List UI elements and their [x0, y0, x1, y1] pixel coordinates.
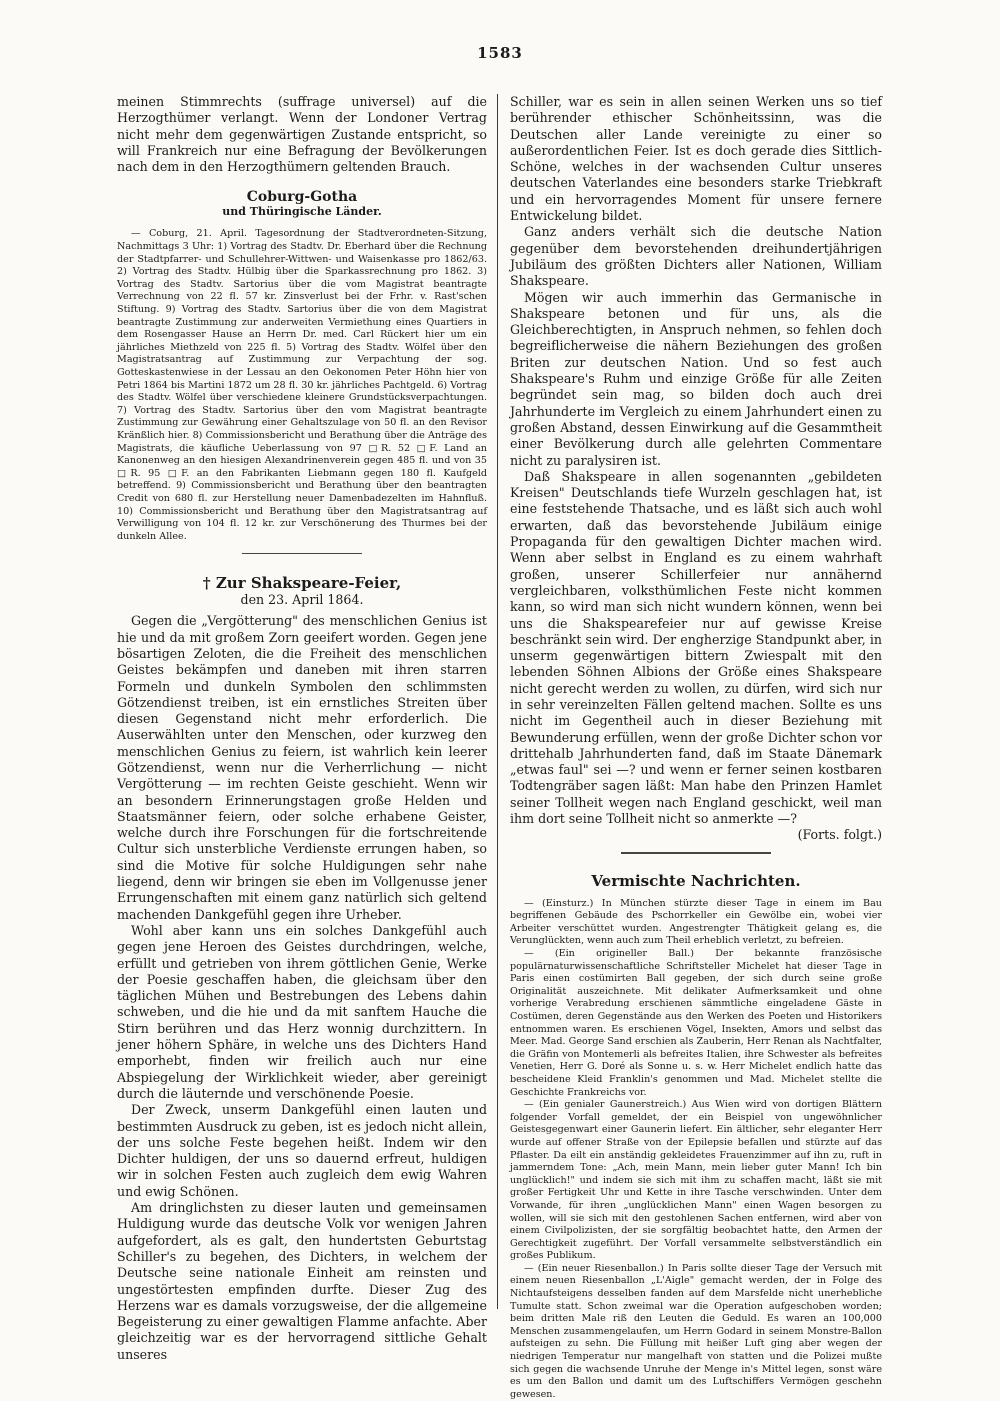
paragraph: Der Zweck, unserm Dankgefühl einen lauten und bestimmten Ausdruck zu geben, ist es jedoch nicht allein, der uns solche Feste begehen heißt. Indem wir den Dichter huldigen, der uns so dauernd erfreut, huldigen wir in solchen Festen auch zugleich dem ewig Wahren und ewig Schönen. — [117, 1102, 487, 1199]
paragraph: Schiller, war es sein in allen seinen Werken uns so tief berührender ethischer Schönheitssinn, was die Deutschen aller Lande vereinigte zu einer so außerordentlichen Feier. Ist es doch gerade dies Sittlich-Schöne, welches in der wachsenden Cultur unseres deutschen Vaterlandes eine besonders starke Triebkraft und ein hervorragendes Moment für unsere fernere Entwickelung bildet. — [510, 94, 882, 224]
paragraph: Ganz anders verhält sich die deutsche Nation gegenüber dem bevorstehenden dreihundertjährigen Jubiläum des größten Dichters aller Nationen, William Shakspeare. — [510, 224, 882, 289]
paragraph: Gegen die „Vergötterung" des menschlichen Genius ist hie und da mit großem Zorn geeifert worden. Gegen jene bösartigen Zeloten, die die Freiheit des menschlichen Geistes bekämpfen und daneben mit ihren starren Formeln und dunkeln Symbolen den schlimmsten Götzendienst treiben, ist ein ernstliches Streiten über diesen Gegenstand nicht mehr erforderlich. Die Auserwählten unter den Menschen, oder kurzweg den menschlichen Genius zu feiern, ist wahrlich kein leerer Götzendienst, wenn nur die Verherrlichung — nicht Vergötterung — im rechten Geiste geschieht. Wenn wir an besondern Erinnerungstagen große Helden und Staatsmänner feiern, oder solche erhabene Geister, welche durch ihre Forschungen für die fortschreitende Cultur sich unsterbliche Verdienste errungen haben, so sind die Motive für solche Huldigungen sehr nahe liegend, denn wir bringen sie eben im Vollgenusse jener Errungenschaften mit einem ganz natürlich sich geltend machenden Dankgefühl gegen ihre Urheber. — [117, 613, 487, 922]
paragraph: Daß Shakspeare in allen sogenannten „gebildeten Kreisen" Deutschlands tiefe Wurzeln geschlagen hat, ist eine feststehende Thatsache, und es läßt sich auch wohl erwarten, daß das bevorstehende Jubiläum einige Propaganda für den gewaltigen Dichter machen wird. Wenn aber selbst in England es zu einem wahrhaft großen, unserer Schillerfeier nur annähernd vergleichbaren, volksthümlichen Feste nicht kommen kann, so wird man sich nicht wundern können, wenn bei uns die Shakspearefeier nur auf gewisse Kreise beschränkt sein wird. Der engherzige Standpunkt aber, in unserm gegenwärtigen bittern Zwiespalt mit den lebenden Söhnen Albions der Größe eines Shakspeare nicht gerecht werden zu wollen, zu dürfen, wird sich nur in sehr vereinzelten Fällen geltend machen. Sollte es uns nicht im Gegentheil auch in dieser Beziehung mit Bewunderung erfüllen, wenn der große Dichter schon vor drittehalb Jahrhunderten fand, daß im Staate Dänemark „etwas faul" sei —? und wenn er ferner seinen kostbaren Todtengräber sagen läßt: Man habe den Prinzen Hamlet seiner Tollheit wegen nach England geschickt, weil man ihm dort seine Tollheit nicht so anmerkte —? — [510, 468, 882, 827]
separator — [242, 553, 362, 554]
coburg-agenda: — Coburg, 21. April. Tagesordnung der Stadtverordneten-Sitzung, Nachmittags 3 Uhr: 1) Vortrag des Stadtv. Dr. Eberhard über die Rechnung der Stadtpfarrer- und Schullehrer-Wittwen- und Waisenkasse pro 1862/63. 2) Vortrag des Stadtv. Hülbig über die Sparkassrechnung pro 1862. 3) Vortrag des Stadtv. Sartorius über die vom Magistrat beantragte Verrechnung von 22 fl. 57 kr. Zinsverlust bei der Frhr. v. Rast'schen Stiftung. 9) Vortrag des Stadtv. Sartorius über die von dem Magistrat beantragte Zustimmung zur anderweiten Vermiethung eines Quartiers in dem Rosengasser Hause an Herrn Dr. med. Carl Rückert hier um ein jährliches Miethzeld von 225 fl. 5) Vortrag des Stadtv. Wölfel über den Magistratsantrag auf Zustimmung zur Verpachtung der sog. Gotteskastenwiese in der Lessau an den Oekonomen Peter Höhn hier von Petri 1864 bis Martini 1872 um 28 fl. 30 kr. jährliches Pachtgeld. 6) Vortrag des Stadtv. Wölfel über verschiedene kleinere Grundstücksverpachtungen. 7) Vortrag des Stadtv. Sartorius über den vom Magistrat beantragte Zustimmung zur Gewährung einer Gehaltszulage von 50 fl. an den Revisor Kränßlich hier. 8) Commissionsbericht und Berathung über die Anträge des Magistrats, die käufliche Ueberlassung von 97 □R. 52 □F. Land an Kanonenweg an den hiesigen Alexandrinenverein gegen 485 fl. und von 35 □R. 95 □F. an den Fabrikanten Liebmann gegen 180 fl. Kaufgeld betreffend. 9) Commissionsbericht und Berathung über den beantragten Credit von 680 fl. zur Herstellung neuer Damenbadezelten im Hahnfluß. 10) Commissionsbericht und Berathung über den Magistratsantrag auf Verwilligung von 104 fl. 12 kr. zur Verschönerung des Thurmes bei der dunkeln Allee. — [117, 228, 487, 542]
shakspeare-feier-date: den 23. April 1864. — [240, 592, 364, 608]
vermischte-heading: Vermischte Nachrichten. — [591, 871, 801, 890]
left-column — [117, 94, 487, 1362]
right-column — [510, 94, 882, 1400]
paragraph: Am dringlichsten zu dieser lauten und gemeinsamen Huldigung wurde das deutsche Volk vor wenigen Jahren aufgefordert, als es galt, den hundertsten Geburtstag Schiller's zu begehen, des Dichters, in welchem der Deutsche seine nationale Einheit am reinsten und ungestörtesten empfinden durfte. Dieser Zug des Herzens war es damals vorzugsweise, der die allgemeine Begeisterung zu einer gewaltigen Flamme anfachte. Aber gleichzeitig war es der hervorragend sittliche Gehalt unseres — [117, 1200, 487, 1362]
coburg-subheading: und Thüringische Länder. — [222, 205, 382, 219]
news-item: — (Ein origineller Ball.) Der bekannte französische populärnaturwissenschaftliche Schriftsteller Michelet hat dieser Tage in Paris einen costümirten Ball gegeben, der sich durch seine große Originalität auszeichnete. Mit delikater Aufmerksamkeit und ohne vorherige Verabredung erschienen sämmtliche eingeladene Gäste in Costümen, deren Gegenstände aus den Werken des Poeten und Historikers entnommen waren. Es erschienen Vögel, Insekten, Amors und selbst das Meer. Mad. George Sand erschien als Zauberin, Herr Renan als Nachtfalter, die Gräfin von Montemerli als befreites Italien, ihre Schwester als befreites Venetien, Herr G. Doré als Sonne u. s. w. Herr Michelet endlich hatte das bescheidene Kleid Franklin's genommen und Mad. Michelet stellte die Geschichte Frankreichs vor. — [510, 948, 882, 1098]
news-item: — (Ein genialer Gaunerstreich.) Aus Wien wird von dortigen Blättern folgender Vorfall gemeldet, der ein Beispiel von ungewöhnlicher Geistesgegenwart einer Gaunerin liefert. Ein ältlicher, sehr eleganter Herr wurde auf offener Straße von der Epilepsie befallen und stürzte auf das Pflaster. Da eilt ein anständig gekleidetes Frauenzimmer auf ihn zu, ruft in jammerndem Tone: „Ach, mein Mann, mein lieber guter Mann! Ich bin unglücklich!" und indem sie sich mit ihm zu schaffen macht, läßt sie mit großer Fertigkeit Uhr und Kette in ihre Tasche verschwinden. Unter dem Vorwande, für ihren „unglücklichen Mann" einen Wagen besorgen zu wollen, will sie sich mit den gestohlenen Sachen entfernen, wird aber von einem Civilpolizisten, der sie sorgfältig beobachtet hatte, den Armen der Gerechtigkeit zugeführt. Der Vorfall versammelte selbstverständlich ein großes Publikum. — [510, 1099, 882, 1262]
news-item: — (Ein neuer Riesenballon.) In Paris sollte dieser Tage der Versuch mit einem neuen Riesenballon „L'Aigle" gemacht werden, der in Folge des Nichtaufsteigens desselben fanden auf dem Marsfelde nicht unerhebliche Tumulte statt. Schon zweimal war die Operation aufgeschoben worden; beim dritten Male riß den Leuten die Geduld. Es waren an 100,000 Menschen zusammengelaufen, um Herrn Godard in seinem Monstre-Ballon aufsteigen zu sehn. Die Füllung mit heißer Luft ging aber wegen der niedrigen Temperatur nur mangelhaft von statten und die Polizei mußte sich gegen die wachsende Unruhe der Menge in's Mittel legen, sonst wäre es um den Ballon und damit um des Luftschiffers Vermögen geschehn gewesen. — [510, 1262, 882, 1400]
column-rule — [497, 94, 498, 1309]
coburg-heading: Coburg-Gotha — [246, 189, 358, 206]
shakspeare-feier-heading: † Zur Shakspeare-Feier, — [202, 574, 402, 593]
news-item: — (Einsturz.) In München stürzte dieser Tage in einem im Bau begriffenen Gebäude des Pschorrkeller ein Gewölbe ein, wobei vier Arbeiter verschüttet wurden. Angestrengter Thätigkeit gelang es, die Verunglückten, wenn auch zum Theil erheblich verletzt, zu befreien. — [510, 897, 882, 947]
separator — [621, 852, 771, 854]
continued-note: (Forts. folgt.) — [797, 827, 882, 843]
paragraph: Mögen wir auch immerhin das Germanische in Shakspeare betonen und für uns, als die Gleichberechtigten, in Anspruch nehmen, so fehlen doch begreiflicherweise die nähern Beziehungen des großen Briten zur deutschen Nation. Und so fest auch Shakspeare's Ruhm und einzige Größe für alle Zeiten begründet sein mag, so bilden doch auch drei Jahrhunderte im Vergleich zu einem Jahrhundert einen zu großen Abstand, dessen Einwirkung auf die Gesammtheit einer Bevölkerung durch alle gelehrten Commentare nicht zu paralysiren ist. — [510, 289, 882, 468]
page-number: 1583 — [477, 44, 523, 62]
article-intro: meinen Stimmrechts (suffrage universel) auf die Herzogthümer verlangt. Wenn der Londoner Vertrag nicht mehr dem gegenwärtigen Zustande entspricht, so will Frankreich nur eine Befragung der Bevölkerungen nach dem in den Herzogthümern geltenden Brauch. — [117, 94, 487, 175]
paragraph: Wohl aber kann uns ein solches Dankgefühl auch gegen jene Heroen des Geistes durchdringen, welche, erfüllt und getrieben von ihrem göttlichen Genie, Werke der Poesie geschaffen haben, die gleichsam über den täglichen Mühen und Bestrebungen des Lebens dahin schweben, und die hie und da mit sanftem Hauche die Stirn berühren und das Herz wonnig durchzittern. In jener höhern Sphäre, in welche uns des Dichters Hand emporhebt, finden wir freilich auch nur eine Abspiegelung der Wirklichkeit wieder, aber gereinigt durch die läuternde und verschönende Poesie. — [117, 922, 487, 1101]
